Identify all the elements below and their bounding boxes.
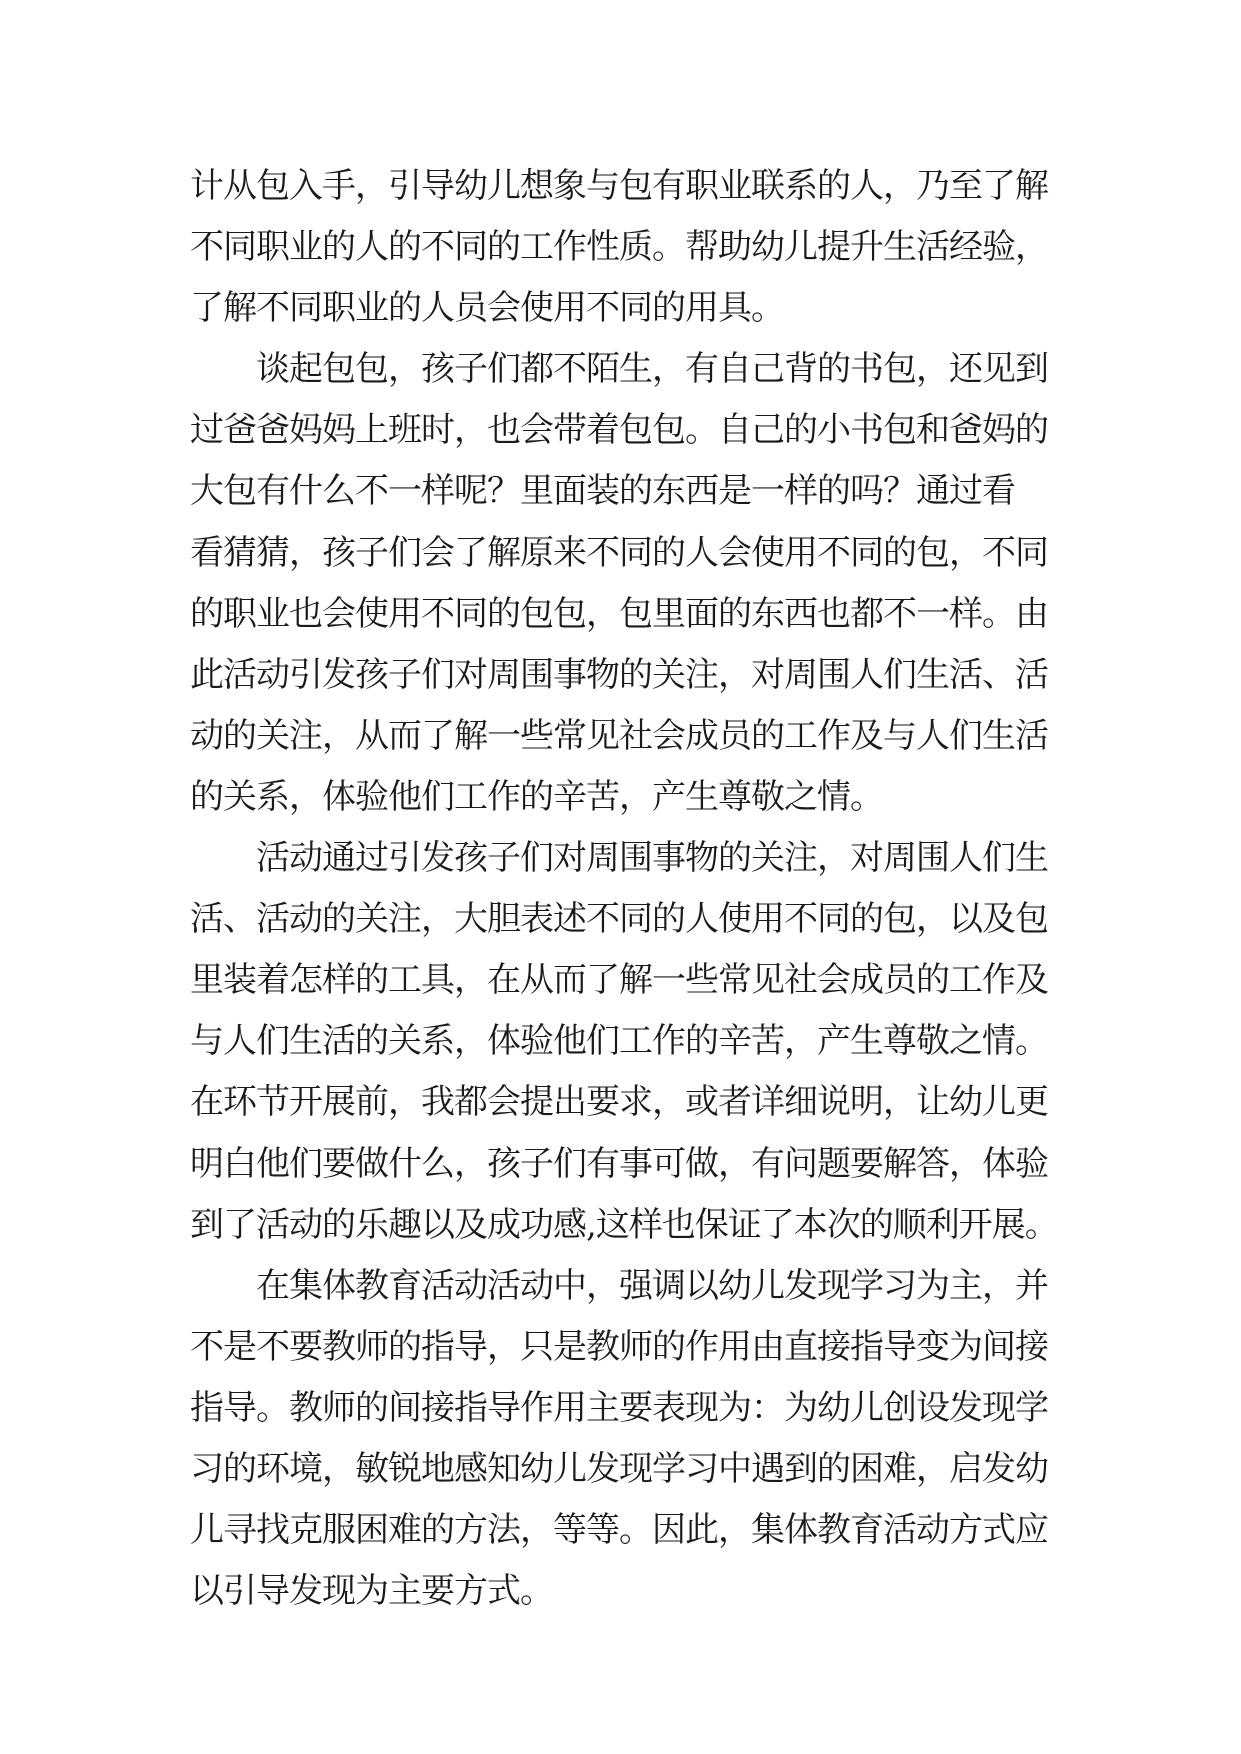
paragraph-4 xyxy=(190,1256,1070,1623)
text-line: 不是不要教师的指导，只是教师的作用由直接指导变为间接 xyxy=(190,1326,1048,1367)
text-line: 看猜猜，孩子们会了解原来不同的人会使用不同的包，不同 xyxy=(190,532,1048,573)
text-line: 的关系，体验他们工作的辛苦，产生尊敬之情。 xyxy=(190,776,883,817)
text-line: 谈起包包，孩子们都不陌生，有自己背的书包，还见到 xyxy=(190,349,1048,390)
text-line: 动的关注，从而了解一些常见社会成员的工作及与人们生活 xyxy=(190,715,1048,756)
text-line: 明白他们要做什么，孩子们有事可做，有问题要解答，体验 xyxy=(190,1143,1048,1184)
text-line: 里装着怎样的工具，在从而了解一些常见社会成员的工作及 xyxy=(190,960,1048,1001)
text-line: 大包有什么不一样呢？里面装的东西是一样的吗？通过看 xyxy=(190,471,1015,512)
paragraph-1 xyxy=(190,156,1070,339)
body-text xyxy=(190,156,1070,1622)
text-line: 在环节开展前，我都会提出要求，或者详细说明，让幼儿更 xyxy=(190,1082,1048,1123)
text-line: 指导。教师的间接指导作用主要表现为：为幼儿创设发现学 xyxy=(190,1387,1048,1428)
text-line: 不同职业的人的不同的工作性质。帮助幼儿提升生活经验， xyxy=(190,227,1048,268)
text-line: 到了活动的乐趣以及成功感,这样也保证了本次的顺利开展。 xyxy=(190,1204,1058,1245)
text-line: 以引导发现为主要方式。 xyxy=(190,1571,553,1612)
text-line: 活动通过引发孩子们对周围事物的关注，对周围人们生 xyxy=(190,838,1048,879)
text-line: 了解不同职业的人员会使用不同的用具。 xyxy=(190,288,784,329)
paragraph-3 xyxy=(190,828,1070,1256)
text-line: 此活动引发孩子们对周围事物的关注，对周围人们生活、活 xyxy=(190,654,1048,695)
text-line: 与人们生活的关系，体验他们工作的辛苦，产生尊敬之情。 xyxy=(190,1021,1048,1062)
paragraph-2 xyxy=(190,339,1070,828)
text-line: 儿寻找克服困难的方法，等等。因此，集体教育活动方式应 xyxy=(190,1510,1048,1551)
text-line: 习的环境，敏锐地感知幼儿发现学习中遇到的困难，启发幼 xyxy=(190,1448,1048,1489)
text-line: 的职业也会使用不同的包包，包里面的东西也都不一样。由 xyxy=(190,593,1048,634)
text-line: 计从包入手，引导幼儿想象与包有职业联系的人，乃至了解 xyxy=(190,166,1048,206)
text-line: 过爸爸妈妈上班时，也会带着包包。自己的小书包和爸妈的 xyxy=(190,410,1048,451)
text-line: 活、活动的关注，大胆表述不同的人使用不同的包，以及包 xyxy=(190,899,1048,940)
text-line: 在集体教育活动活动中，强调以幼儿发现学习为主，并 xyxy=(190,1265,1048,1306)
